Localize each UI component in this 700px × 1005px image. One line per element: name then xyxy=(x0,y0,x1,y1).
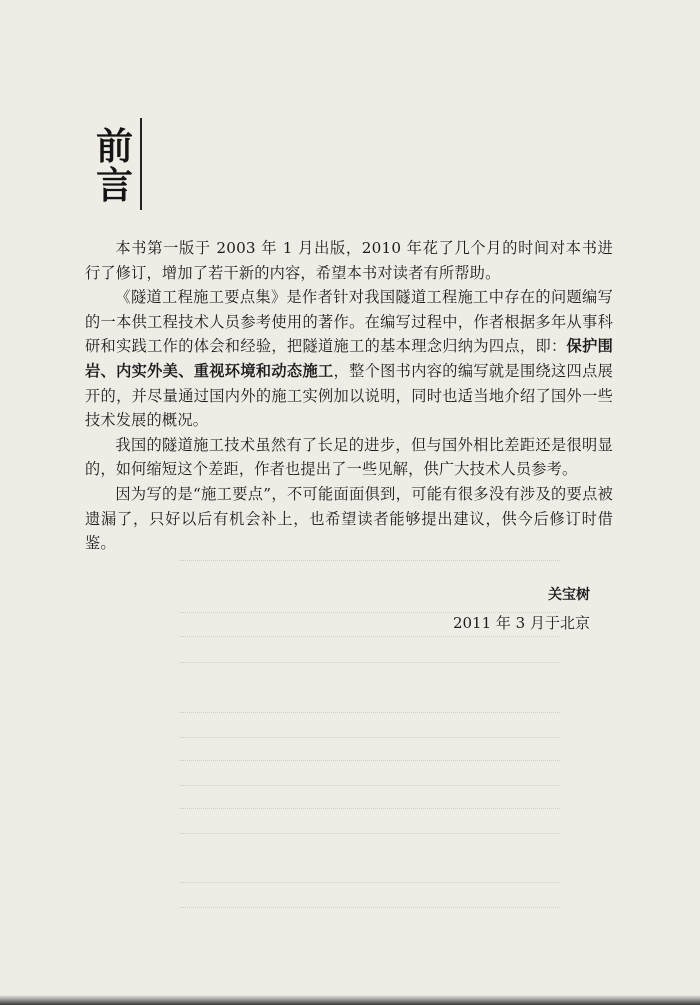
paragraph-3: 我国的隧道施工技术虽然有了长足的进步，但与国外相比差距还是很明显的，如何缩短这个差距，作者也提出了一些见解，供广大技术人员参考。 xyxy=(85,435,613,479)
four-principles-bold: 保护围岩、内实外美、重视环境和动态施工 xyxy=(85,337,614,380)
paragraph-4: 因为写的是“施工要点”，不可能面面俱到，可能有很多没有涉及的要点被遗漏了，只好以后有机会补上，也希望读者能够提出建议，供今后修订时借鉴。 xyxy=(85,484,613,553)
bleed-through-line xyxy=(180,760,560,761)
page-edge-shadow xyxy=(0,995,700,1005)
bleed-through-line xyxy=(180,785,560,786)
page-title-char-1: 前 xyxy=(96,125,133,168)
bleed-through-line xyxy=(180,662,560,663)
bleed-through-line xyxy=(180,833,560,834)
signature-block xyxy=(453,583,590,636)
bleed-through-line xyxy=(180,636,560,637)
title-divider xyxy=(140,118,142,210)
bleed-through-line xyxy=(180,737,560,738)
paragraph-1: 本书第一版于 2003 年 1 月出版，2010 年花了几个月的时间对本书进行了修订，增加了若干新的内容，希望本书对读者有所帮助。 xyxy=(85,239,613,282)
paragraph-2 xyxy=(85,285,613,433)
bleed-through-line xyxy=(180,882,560,883)
paragraph-2-text-b: ，整个图书内容的编写就是围绕这四点展开的，并尽量通过国内外的施工实例加以说明，同时也适当地介绍了国外一些技术发展的概况。 xyxy=(85,361,614,430)
author-name: 关宝树 xyxy=(548,587,590,603)
signature-date: 2011 年 3 月于北京 xyxy=(452,614,590,632)
paragraph-2-text-a: 《隧道工程施工要点集》是作者针对我国隧道工程施工中存在的问题编写的一本供工程技术人员参考使用的著作。在编写过程中，作者根据多年从事科研和实践工作的体会和经验，把隧道施工的基本理念归纳为四点，即： xyxy=(85,288,613,356)
page-title-char-2: 言 xyxy=(96,164,133,207)
preface-body xyxy=(85,236,613,556)
bleed-through-line xyxy=(180,907,560,908)
bleed-through-line xyxy=(180,808,560,809)
bleed-through-line xyxy=(180,560,560,561)
bleed-through-line xyxy=(180,712,560,713)
